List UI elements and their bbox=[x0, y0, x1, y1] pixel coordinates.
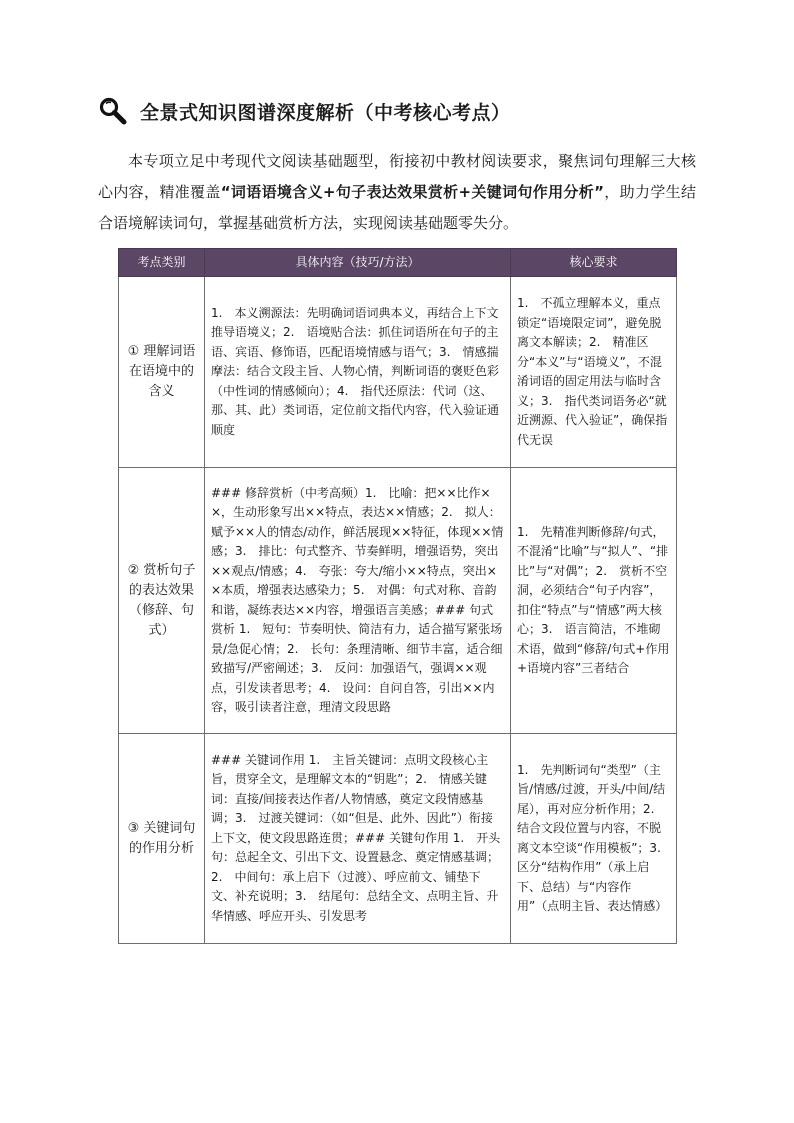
row-category: ③ 关键词句的作用分析 bbox=[119, 734, 205, 944]
header-category: 考点类别 bbox=[119, 249, 205, 277]
row-category: ② 赏析句子的表达效果（修辞、句式） bbox=[119, 468, 205, 734]
intro-text-2: ，助力学生结合语境解读词句，掌握基础赏析方法，实现阅读基础题零失分。 bbox=[98, 183, 696, 232]
magnifier-icon bbox=[98, 96, 128, 126]
row-requirement: 1. 先精准判断修辞/句式，不混淆“比喻”与“拟人”、“排比”与“对偶”；2. 赏析不空洞，必须结合“句子内容”，扣住“特点”与“情感”两大核心；3. 语言简洁，不堆砌术语，做到“修辞/句式+作用+语境内容”三者结合 bbox=[511, 468, 677, 734]
row-requirement: 1. 不孤立理解本义，重点锁定“语境限定词”，避免脱离文本解读；2. 精准区分“本义”与“语境义”，不混淆词语的固定用法与临时含义；3. 指代类词语务必“就近溯源、代入验证”，确保指代无误 bbox=[511, 277, 677, 468]
row-content: ### 关键词作用 1. 主旨关键词：点明文段核心主旨，贯穿全文，是理解文本的“钥匙”；2. 情感关键词：直接/间接表达作者/人物情感，奠定文段情感基调；3. 过渡关键词：（如“但是、此外、因此”）衔接上下文，使文段思路连贯；### 关键句作用 1. 开头句：总起全文、引出下文、设置悬念、奠定情感基调；2. 中间句：承上启下（过渡）、呼应前文、铺垫下文、补充说明；3. 结尾句：总结全文、点明主旨、升华情感、呼应开头、引发思考 bbox=[205, 734, 511, 944]
table-row bbox=[119, 468, 677, 734]
title-row bbox=[98, 96, 698, 126]
row-requirement: 1. 先判断词句“类型”（主旨/情感/过渡，开头/中间/结尾），再对应分析作用；2. 结合文段位置与内容，不脱离文本空谈“作用模板”；3. 区分“结构作用”（承上启下、总结）与“内容作用”（点明主旨、表达情感） bbox=[511, 734, 677, 944]
table-row bbox=[119, 277, 677, 468]
intro-text-1: 本专项立足中考现代文阅读基础题型，衔接初中教材阅读要求，聚焦词句理解三大核心内容，精准覆盖 bbox=[98, 152, 696, 201]
row-category: ① 理解词语在语境中的含义 bbox=[119, 277, 205, 468]
knowledge-table bbox=[118, 248, 677, 944]
intro-highlight: “词语语境含义+句子表达效果赏析+关键词句作用分析” bbox=[220, 183, 604, 201]
row-content: 1. 本义溯源法：先明确词语词典本义，再结合上下文推导语境义；2. 语境贴合法：抓住词语所在句子的主语、宾语、修饰语，匹配语境情感与语气；3. 情感揣摩法：结合文段主旨、人物心情，判断词语的褒贬色彩（中性词的情感倾向）；4. 指代还原法：代词（这、那、其、此）类词语，定位前文指代内容，代入验证通顺度 bbox=[205, 277, 511, 468]
page-title: 全景式知识图谱深度解析（中考核心考点） bbox=[140, 101, 511, 124]
table-header-row bbox=[119, 249, 677, 277]
row-content: ### 修辞赏析（中考高频）1. 比喻：把××比作××，生动形象写出××特点，表达××情感；2. 拟人：赋予××人的情态/动作，鲜活展现××特征，体现××情感；3. 排比：句式整齐、节奏鲜明，增强语势，突出××观点/情感；4. 夸张：夸大/缩小××特点，突出××本质，增强表达感染力；5. 对偶：句式对称、音韵和谐，凝练表达××内容，增强语言美感；### 句式赏析 1. 短句：节奏明快、简洁有力，适合描写紧张场景/急促心情；2. 长句：条理清晰、细节丰富，适合细致描写/严密阐述；3. 反问：加强语气，强调××观点，引发读者思考；4. 设问：自问自答，引出××内容，吸引读者注意，理清文段思路 bbox=[205, 468, 511, 734]
table-row bbox=[119, 734, 677, 944]
header-requirement: 核心要求 bbox=[511, 249, 677, 277]
intro-paragraph bbox=[98, 146, 696, 239]
header-content: 具体内容（技巧/方法） bbox=[205, 249, 511, 277]
